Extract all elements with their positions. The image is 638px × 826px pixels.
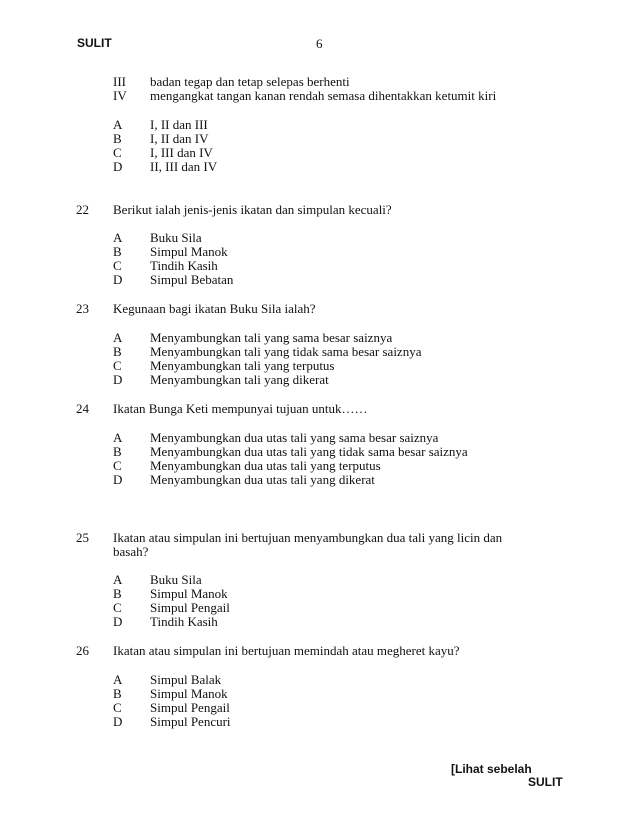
option-text: Menyambungkan tali yang dikerat	[150, 372, 329, 387]
statement-roman: III	[113, 74, 126, 89]
option-label: B	[113, 444, 122, 459]
option-text: Menyambungkan dua utas tali yang terputus	[150, 458, 381, 473]
option-label: B	[113, 244, 122, 259]
option-label: A	[113, 117, 123, 132]
option-text: II, III dan IV	[150, 159, 218, 174]
option-label: A	[113, 430, 123, 445]
question-text: Ikatan atau simpulan ini bertujuan menyambungkan dua tali yang licin dan	[113, 530, 503, 545]
option-text: Simpul Manok	[150, 686, 228, 701]
option-text: I, II dan IV	[150, 131, 209, 146]
question-text: Berikut ialah jenis-jenis ikatan dan simpulan kecuali?	[113, 202, 392, 217]
option-label: D	[113, 472, 123, 487]
question-number: 22	[76, 202, 89, 217]
option-label: B	[113, 344, 122, 359]
option-label: A	[113, 572, 123, 587]
option-text: Menyambungkan dua utas tali yang tidak sama besar saiznya	[150, 444, 468, 459]
option-text: Simpul Balak	[150, 672, 222, 687]
option-label: D	[113, 272, 123, 287]
option-label: C	[113, 358, 122, 373]
header-sulit: SULIT	[77, 36, 112, 50]
option-label: A	[113, 230, 123, 245]
option-label: C	[113, 700, 122, 715]
question-text: Ikatan Bunga Keti mempunyai tujuan untuk……	[113, 401, 368, 416]
option-text: I, II dan III	[150, 117, 208, 132]
option-label: A	[113, 330, 123, 345]
option-text: Simpul Pengail	[150, 700, 230, 715]
option-text: Menyambungkan tali yang sama besar saiznya	[150, 330, 393, 345]
option-text: Tindih Kasih	[150, 614, 218, 629]
option-text: Menyambungkan tali yang tidak sama besar saiznya	[150, 344, 422, 359]
statement-text: badan tegap dan tetap selepas berhenti	[150, 74, 350, 89]
question-number: 24	[76, 401, 89, 416]
footer-sulit: SULIT	[528, 775, 563, 789]
question-number: 23	[76, 301, 89, 316]
option-label: C	[113, 458, 122, 473]
question-text: Kegunaan bagi ikatan Buku Sila ialah?	[113, 301, 316, 316]
option-text: Simpul Pengail	[150, 600, 230, 615]
option-label: D	[113, 372, 123, 387]
option-label: C	[113, 600, 122, 615]
option-label: B	[113, 131, 122, 146]
option-text: Simpul Bebatan	[150, 272, 234, 287]
statement-text: mengangkat tangan kanan rendah semasa dihentakkan ketumit kiri	[150, 88, 497, 103]
option-text: Menyambungkan tali yang terputus	[150, 358, 335, 373]
option-text: Simpul Manok	[150, 244, 228, 259]
option-label: A	[113, 672, 123, 687]
question-number: 25	[76, 530, 89, 545]
page-number: 6	[316, 36, 323, 51]
question-number: 26	[76, 643, 89, 658]
option-label: C	[113, 145, 122, 160]
option-text: I, III dan IV	[150, 145, 213, 160]
option-text: Simpul Manok	[150, 586, 228, 601]
option-label: C	[113, 258, 122, 273]
option-label: B	[113, 586, 122, 601]
option-label: D	[113, 159, 123, 174]
option-text: Menyambungkan dua utas tali yang sama besar saiznya	[150, 430, 439, 445]
option-text: Buku Sila	[150, 572, 202, 587]
option-text: Menyambungkan dua utas tali yang dikerat	[150, 472, 375, 487]
option-text: Buku Sila	[150, 230, 202, 245]
question-text: Ikatan atau simpulan ini bertujuan memindah atau megheret kayu?	[113, 643, 460, 658]
statement-roman: IV	[113, 88, 127, 103]
question-text-continued: basah?	[113, 544, 149, 559]
option-label: D	[113, 614, 123, 629]
option-label: B	[113, 686, 122, 701]
option-text: Simpul Pencuri	[150, 714, 231, 729]
option-text: Tindih Kasih	[150, 258, 218, 273]
footer-turn-page: [Lihat sebelah	[451, 762, 532, 776]
option-label: D	[113, 714, 123, 729]
